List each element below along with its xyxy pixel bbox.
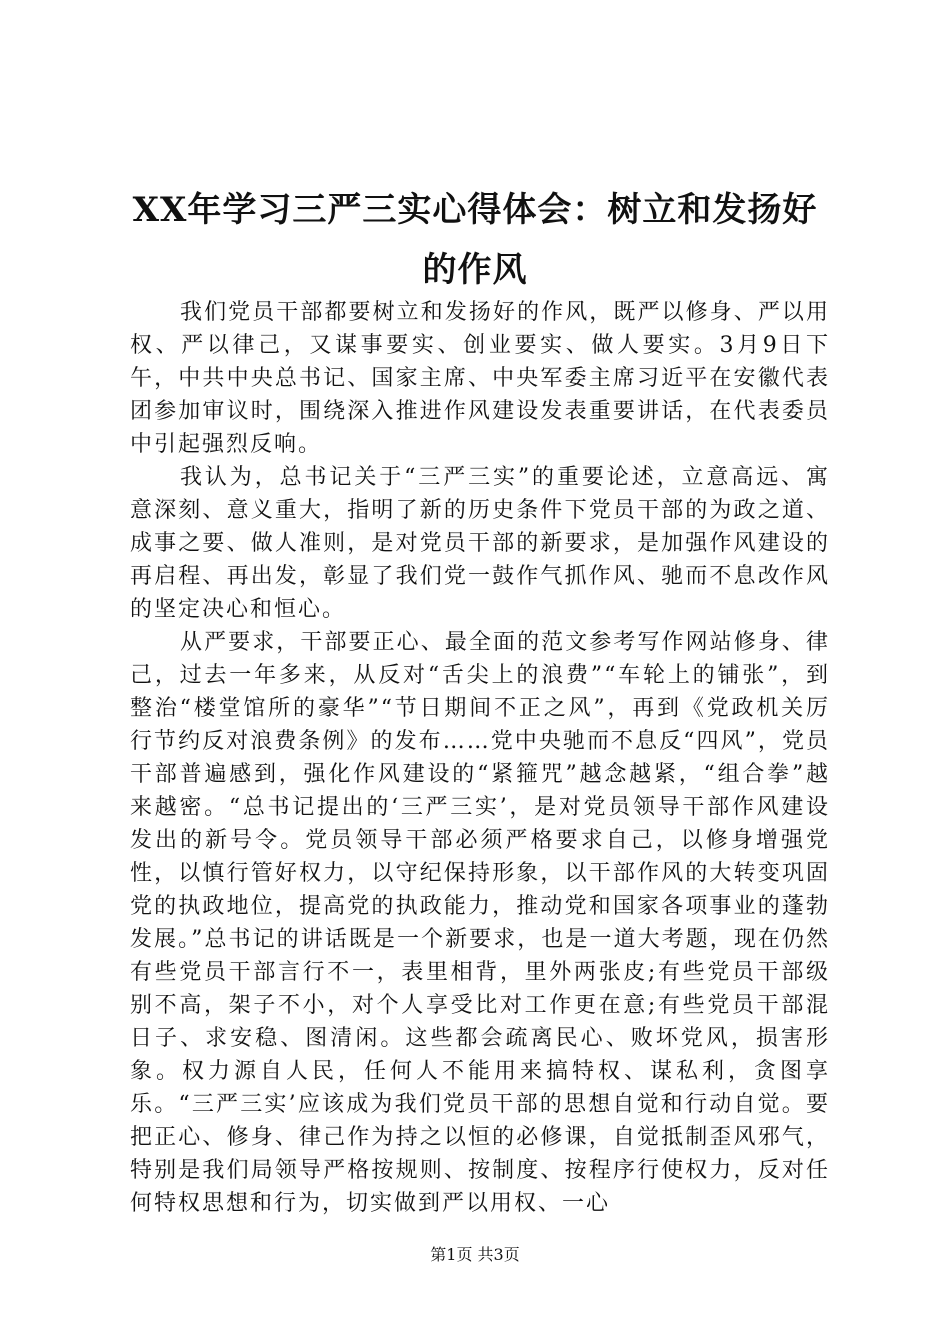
paragraph: 我认为，总书记关于“三严三实”的重要论述，立意高远、寓意深刻、意义重大，指明了新的历史条件下党员干部的为政之道、成事之要、做人准则，是对党员干部的新要求，是加强作风建设的再启程、再出发，彰显了我们党一鼓作气抓作风、驰而不息改作风的坚定决心和恒心。 — [130, 465, 830, 622]
paragraph: 从严要求，干部要正心、最全面的范文参考写作网站修身、律己，过去一年多来，从反对“舌尖上的浪费”“车轮上的铺张”，到整治“楼堂馆所的豪华”“节日期间不正之风”，再到《党政机关厉行节约反对浪费条例》的发布……党中央驰而不息反“四风”，党员干部普遍感到，强化作风建设的“紧箍咒”越念越紧，“组合拳”越来越密。“总书记提出的‘三严三实’，是对党员领导干部作风建设发出的新号令。党员领导干部必须严格要求自己，以修身增强党性，以慎行管好权力，以守纪保持形象，以干部作风的大转变巩固党的执政地位，提高党的执政能力，推动党和国家各项事业的蓬勃发展。”总书记的讲话既是一个新要求，也是一道大考题，现在仍然有些党员干部言行不一，表里相背，里外两张皮;有些党员干部级别不高，架子不小，对个人享受比对工作更在意;有些党员干部混日子、求安稳、图清闲。这些都会疏离民心、败坏党风，损害形象。权力源自人民，任何人不能用来搞特权、谋私利，贪图享乐。“三严三实’应该成为我们党员干部的思想自觉和行动自觉。要把正心、修身、律己作为持之以恒的必修课，自觉抵制歪风邪气，特别是我们局领导严格按规则、按制度、按程序行使权力，反对任何特权思想和行为，切实做到严以用权、一心 — [130, 630, 830, 1216]
document-title-line-2: 的作风 — [422, 250, 528, 290]
document-body — [130, 296, 830, 1220]
page-number-footer: 第1页 共3页 — [430, 1245, 520, 1264]
document-title-line-1: XX年学习三严三实心得体会：树立和发扬好 — [132, 190, 818, 230]
paragraph: 我们党员干部都要树立和发扬好的作风，既严以修身、严以用权、严以律己，又谋事要实、创业要实、做人要实。3月9日下午，中共中央总书记、国家主席、中央军委主席习近平在安徽代表团参加审议时，围绕深入推进作风建设发表重要讲话，在代表委员中引起强烈反响。 — [130, 300, 830, 457]
